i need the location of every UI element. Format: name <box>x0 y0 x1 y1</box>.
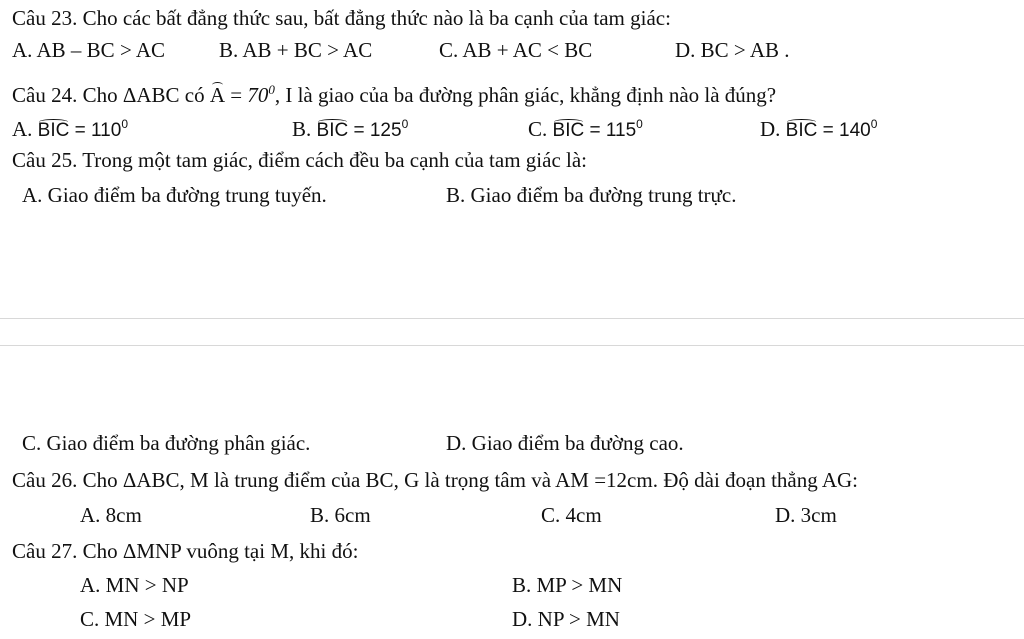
q24-option-c-label: C. <box>528 117 553 141</box>
q24-option-d-value: = 140 <box>817 120 871 141</box>
q26-option-c: C. 4cm <box>541 503 602 527</box>
q27-option-c: C. MN > MP <box>80 607 192 631</box>
q24-option-c <box>528 111 643 144</box>
degree-mark: 0 <box>401 117 409 131</box>
angle-a-symbol: A <box>209 83 226 107</box>
q25-option-d: D. Giao điểm ba đường cao. <box>446 431 684 455</box>
q24-option-d-label: D. <box>760 117 786 141</box>
degree-mark: 0 <box>636 117 643 131</box>
q24-option-a-label: A. <box>12 117 38 141</box>
angle-bic: BIC <box>553 118 585 144</box>
q27-option-b: B. MP > MN <box>512 573 623 597</box>
q26-stem: Câu 26. Cho ΔABC, M là trung điểm của BC, G là trọng tâm và AM =12cm. Độ dài đoạn thẳng AG: <box>12 468 859 492</box>
q26-option-b: B. 6cm <box>310 503 371 527</box>
q24-angle-eq: = <box>225 83 248 107</box>
q23-option-c: C. AB + AC < BC <box>439 38 593 62</box>
q23-option-b: B. AB + BC > AC <box>219 38 373 62</box>
q26-option-a: A. 8cm <box>80 503 142 527</box>
q24-angle-sup: 0 <box>268 82 275 97</box>
q23-stem: Câu 23. Cho các bất đẳng thức sau, bất đẳng thức nào là ba cạnh của tam giác: <box>12 6 671 30</box>
q25-option-c: C. Giao điểm ba đường phân giác. <box>22 431 311 455</box>
q24-stem <box>12 77 776 108</box>
q27-option-a: A. MN > NP <box>80 573 189 597</box>
degree-mark: 0 <box>121 117 128 131</box>
q24-stem-post: , I là giao của ba đường phân giác, khẳng định nào là đúng? <box>274 83 777 107</box>
q24-stem-pre: Câu 24. Cho ΔABC có <box>12 83 210 107</box>
q23-option-d: D. BC > AB . <box>675 38 790 62</box>
degree-mark: 0 <box>870 117 878 131</box>
angle-bic: BIC <box>317 118 349 144</box>
q24-option-b <box>292 111 408 144</box>
q26-option-d: D. 3cm <box>775 503 837 527</box>
q27-stem: Câu 27. Cho ΔMNP vuông tại M, khi đó: <box>12 539 359 563</box>
q24-option-c-value: = 115 <box>584 120 637 141</box>
page-break-top-line <box>0 318 1024 319</box>
q27-option-d: D. NP > MN <box>512 607 620 631</box>
q24-angle-value: 70 <box>247 83 269 107</box>
q23-option-a: A. AB – BC > AC <box>12 38 166 62</box>
q24-option-d <box>760 111 877 144</box>
angle-bic: BIC <box>786 118 818 144</box>
q24-option-b-label: B. <box>292 117 317 141</box>
q24-option-b-value: = 125 <box>348 120 402 141</box>
q24-option-a-value: = 110 <box>69 120 122 141</box>
q25-option-a: A. Giao điểm ba đường trung tuyến. <box>22 183 327 207</box>
angle-bic: BIC <box>38 118 70 144</box>
page-break-bottom-line <box>0 345 1024 346</box>
q25-option-b: B. Giao điểm ba đường trung trực. <box>446 183 737 207</box>
q25-stem: Câu 25. Trong một tam giác, điểm cách đều ba cạnh của tam giác là: <box>12 148 587 172</box>
q24-option-a <box>12 111 128 144</box>
